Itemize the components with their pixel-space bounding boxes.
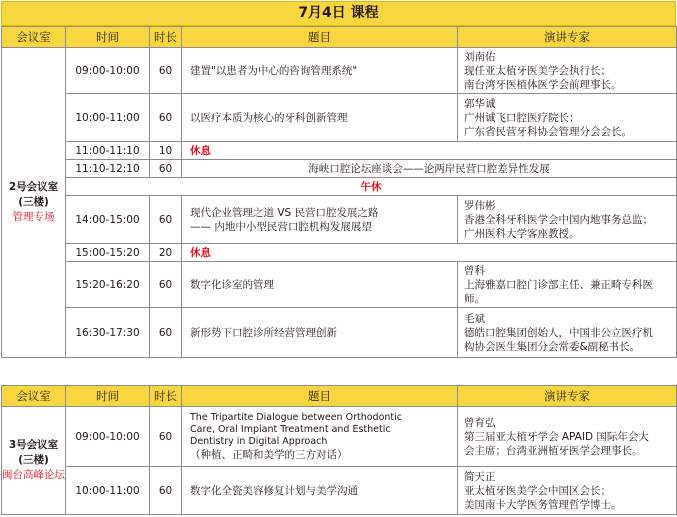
expert-bio: 香港全科牙科医学会中国内地事务总监； [464, 213, 653, 226]
room-name: 2号会议室 [8, 181, 59, 193]
table-row [2, 407, 677, 467]
expert-bio: 南台湾牙医植体医学会前理事长。 [464, 78, 622, 91]
header-duration: 时长 [150, 27, 182, 48]
expert-cell [458, 94, 677, 142]
schedule-title: 7月4日 课程 [1, 1, 676, 26]
topic-line: 建置"以患者为中心的咨询管理系统" [190, 64, 358, 77]
time-cell: 10:00-11:00 [66, 467, 150, 515]
time-cell: 16:30-17:30 [66, 308, 150, 358]
time-cell: 09:00-10:00 [66, 48, 150, 94]
expert-cell [458, 262, 677, 308]
topic-line: 数字化全瓷美容修复计划与美学沟通 [190, 484, 358, 497]
duration-cell: 60 [150, 196, 182, 244]
expert-bio: 广州医科大学客座教授。 [464, 227, 580, 240]
expert-name: 刘南佑 [464, 50, 496, 63]
duration-cell: 60 [150, 48, 182, 94]
expert-bio: 广州诚飞口腔医疗院长； [464, 111, 580, 124]
topic-line: —— 内地中小型民营口腔机构发展展望 [190, 220, 372, 233]
topic-cell [182, 262, 458, 308]
header-row [2, 27, 677, 48]
table-row [2, 467, 677, 515]
header-topic: 题目 [182, 27, 458, 48]
forum-session: 海峡口腔论坛座谈会——论两岸民营口腔差异性发展 [182, 160, 677, 178]
table-row [2, 142, 677, 160]
topic-line: 现代企业管理之道 VS 民营口腔发展之路 [190, 206, 379, 219]
expert-cell [458, 407, 677, 467]
header-time: 时间 [66, 27, 150, 48]
topic-cell [182, 407, 458, 467]
expert-name: 罗伟彬 [464, 199, 496, 212]
time-cell: 14:00-15:00 [66, 196, 150, 244]
room-cell [2, 407, 66, 515]
topic-cell [182, 308, 458, 358]
topic-line-en: Dentistry in Digital Approach [190, 435, 328, 447]
table-row [2, 308, 677, 358]
room-track: 管理专场 [12, 211, 55, 223]
time-cell: 11:10-12:10 [66, 160, 150, 178]
topic-line: 新形势下口腔诊所经营管理创新 [190, 326, 337, 339]
topic-line: （种植、正畸和美学的三方对话） [190, 448, 348, 461]
header-time: 时间 [66, 386, 150, 407]
room-cell [2, 48, 66, 358]
duration-cell: 20 [150, 244, 182, 262]
topic-line-en: The Tripartite Dialogue between Orthodontic [190, 411, 402, 423]
room-track: 闽台高峰论坛 [2, 469, 65, 481]
expert-cell [458, 196, 677, 244]
topic-cell [182, 94, 458, 142]
expert-cell [458, 48, 677, 94]
expert-bio: 构协会医生集团分会常委&副秘书长。 [464, 340, 641, 353]
room-floor: (三楼) [18, 196, 49, 208]
duration-cell: 60 [150, 308, 182, 358]
header-row [2, 386, 677, 407]
schedule-table-1 [1, 26, 677, 358]
topic-line: 以医疗本质为核心的牙科创新管理 [190, 111, 348, 124]
header-duration: 时长 [150, 386, 182, 407]
expert-cell [458, 308, 677, 358]
time-cell: 11:00-11:10 [66, 142, 150, 160]
table-row [2, 178, 677, 196]
expert-bio: 亚太植牙医美学会中国区会长； [464, 484, 611, 497]
table-row [2, 94, 677, 142]
expert-bio: 德皓口腔集团创始人，中国非公立医疗机 [464, 326, 653, 339]
expert-bio: 第三届亚太植牙学会 APAID 国际年会大 [464, 430, 649, 443]
expert-name: 郭华诚 [464, 97, 496, 110]
duration-cell: 60 [150, 467, 182, 515]
duration-cell: 60 [150, 160, 182, 178]
time-cell: 15:00-15:20 [66, 244, 150, 262]
topic-line-en: Care, Oral Implant Treatment and Esthetic [190, 423, 391, 435]
expert-bio: 会主席；台湾亚洲植牙医学会理事长。 [464, 444, 643, 457]
room-floor: (三楼) [18, 454, 49, 466]
expert-name: 毛斌 [464, 312, 485, 325]
break-label: 休息 [182, 244, 677, 262]
expert-name: 曾育弘 [464, 416, 496, 429]
time-cell: 10:00-11:00 [66, 94, 150, 142]
topic-cell [182, 196, 458, 244]
topic-cell [182, 48, 458, 94]
expert-bio: 师。 [464, 292, 485, 305]
duration-cell: 10 [150, 142, 182, 160]
table-row [2, 160, 677, 178]
duration-cell: 60 [150, 262, 182, 308]
expert-bio: 美国南卡大学医务管理哲学博士。 [464, 498, 622, 511]
table-row [2, 244, 677, 262]
header-topic: 题目 [182, 386, 458, 407]
duration-cell: 60 [150, 94, 182, 142]
room-name: 3号会议室 [8, 439, 59, 451]
duration-cell: 60 [150, 407, 182, 467]
header-room: 会议室 [2, 386, 66, 407]
expert-cell [458, 467, 677, 515]
schedule-table-2 [1, 385, 677, 515]
time-cell: 09:00-10:00 [66, 407, 150, 467]
table-row [2, 262, 677, 308]
table-row [2, 196, 677, 244]
header-expert: 演讲专家 [458, 386, 677, 407]
topic-line: 数字化诊室的管理 [190, 278, 274, 291]
expert-bio: 现任亚太植牙医美学会执行长； [464, 64, 611, 77]
expert-bio: 上海雅嘉口腔门诊部主任、兼正畸专科医 [464, 278, 653, 291]
header-expert: 演讲专家 [458, 27, 677, 48]
time-cell: 15:20-16:20 [66, 262, 150, 308]
topic-cell [182, 467, 458, 515]
lunch-break: 午休 [66, 178, 677, 196]
header-room: 会议室 [2, 27, 66, 48]
expert-name: 曾科 [464, 264, 485, 277]
expert-bio: 广东省民营牙科协会管理分会会长。 [464, 125, 632, 138]
expert-name: 简天正 [464, 470, 496, 483]
break-label: 休息 [182, 142, 677, 160]
table-row [2, 48, 677, 94]
